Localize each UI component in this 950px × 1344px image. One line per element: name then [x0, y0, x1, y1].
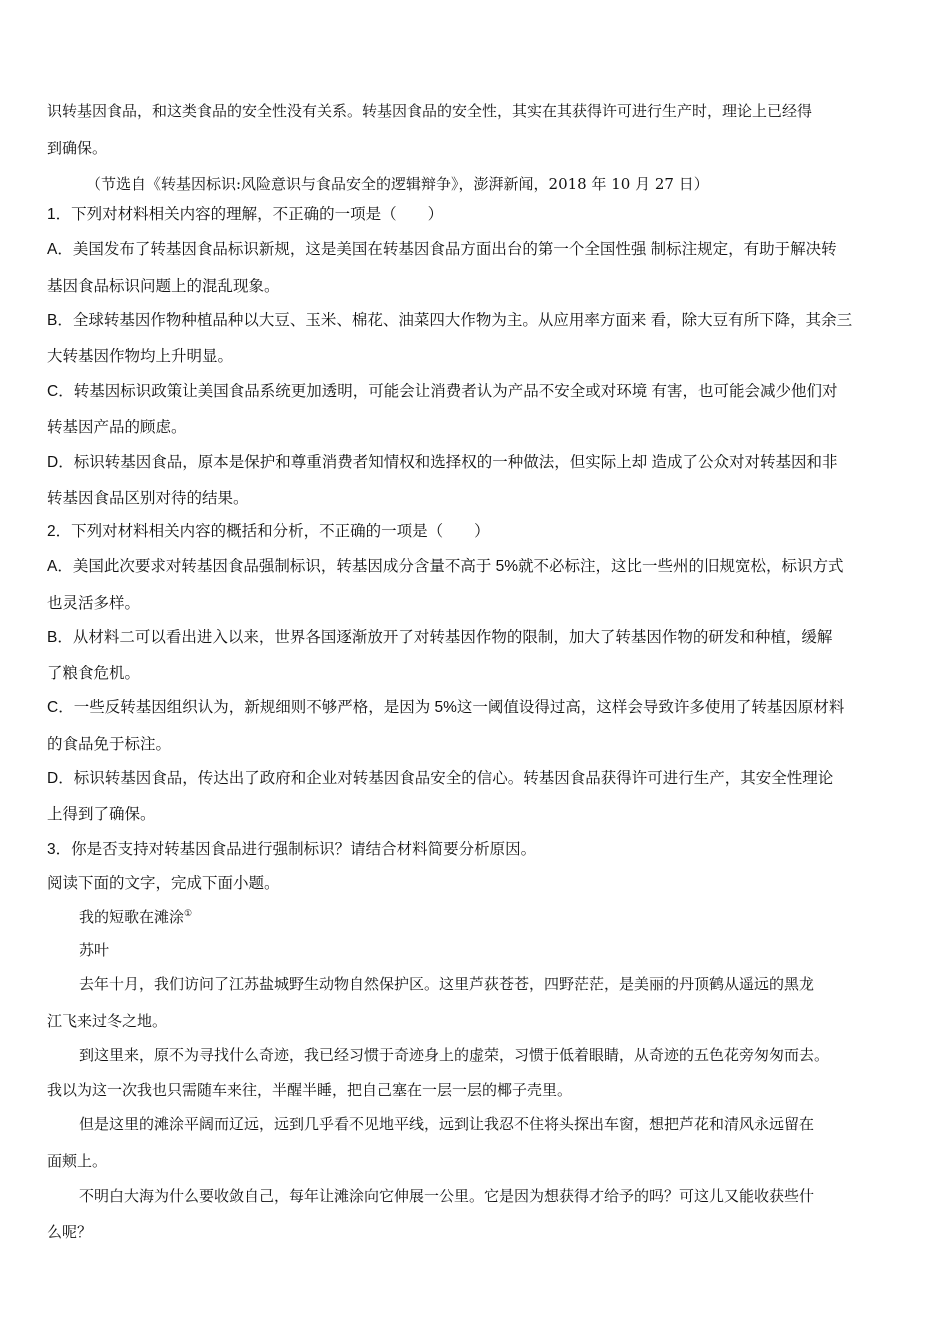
passage-line: 识转基因食品，和这类食品的安全性没有关系。转基因食品的安全性，其实在其获得许可进行生产时，理论上已经得: [47, 102, 813, 120]
question-2-option-a: A．美国此次要求对转基因食品强制标识，转基因成分含量不高于 5%就不必标注，这比一些州的旧规宽松，标识方式: [47, 558, 844, 575]
article-paragraph-cont: 面颊上。: [47, 1152, 108, 1170]
article-paragraph: 不明白大海为什么要收敛自己，每年让滩涂向它伸展一公里。它是因为想获得才给予的吗？可这儿又能收获些什: [79, 1187, 815, 1205]
article-paragraph: 去年十月，我们访问了江苏盐城野生动物自然保护区。这里芦荻苍苍，四野茫茫，是美丽的丹顶鹤从遥远的黑龙: [79, 975, 815, 993]
question-2-option-b: B．从材料二可以看出进入以来，世界各国逐渐放开了对转基因作物的限制，加大了转基因作物的研发和种植，缓解: [47, 629, 833, 646]
question-2-option-b-cont: 了粮食危机。: [47, 665, 141, 682]
question-2-option-d-cont: 上得到了确保。: [47, 806, 156, 823]
question-1-option-a-cont: 基因食品标识问题上的混乱现象。: [47, 278, 280, 295]
article-title-text: 我的短歌在滩涂: [79, 908, 185, 926]
source-citation: （节选自《转基因标识:风险意识与食品安全的逻辑辩争》，澎湃新闻，2018 年 10 月 27 日）: [86, 175, 709, 193]
question-1-option-d-cont: 转基因食品区别对待的结果。: [47, 490, 249, 507]
article-paragraph: 到这里来，原不为寻找什么奇迹，我已经习惯于奇迹身上的虚荣，习惯于低着眼睛，从奇迹的五色花旁匆匆而去。: [79, 1046, 830, 1064]
question-1-option-b: B．全球转基因作物种植品种以大豆、玉米、棉花、油菜四大作物为主。从应用率方面来 看，除大豆有所下降，其余三: [47, 312, 853, 329]
question-2-option-c: C．一些反转基因组织认为，新规细则不够严格，是因为 5%这一阈值设得过高，这样会导致许多使用了转基因原材料: [47, 699, 845, 716]
reading-instruction: 阅读下面的文字，完成下面小题。: [47, 875, 280, 892]
passage-line: 到确保。: [47, 139, 108, 157]
question-1-option-d: D．标识转基因食品，原本是保护和尊重消费者知情权和选择权的一种做法，但实际上却 造成了公众对对转基因和非: [47, 454, 838, 471]
article-paragraph-cont: 江飞来过冬之地。: [47, 1012, 168, 1030]
question-2-option-a-cont: 也灵活多样。: [47, 595, 141, 612]
question-1-stem: 1．下列对材料相关内容的理解，不正确的一项是（ ）: [47, 206, 444, 223]
question-1-option-a: A．美国发布了转基因食品标识新规，这是美国在转基因食品方面出台的第一个全国性强 制标注规定，有助于解决转: [47, 241, 837, 258]
question-1-option-b-cont: 大转基因作物均上升明显。: [47, 348, 234, 365]
question-2-stem: 2．下列对材料相关内容的概括和分析，不正确的一项是（ ）: [47, 523, 490, 540]
article-paragraph-cont: 我以为这一次我也只需随车来往，半醒半睡，把自己塞在一层一层的椰子壳里。: [47, 1081, 573, 1099]
article-author: 苏叶: [79, 941, 110, 959]
title-footnote-mark: ①: [184, 909, 193, 919]
question-2-option-c-cont: 的食品免于标注。: [47, 736, 172, 753]
article-title: [79, 907, 192, 927]
question-3-stem: 3．你是否支持对转基因食品进行强制标识？请结合材料简要分析原因。: [47, 841, 537, 858]
question-1-option-c-cont: 转基因产品的顾虑。: [47, 419, 187, 436]
article-paragraph: 但是这里的滩涂平阔而辽远，远到几乎看不见地平线，远到让我忍不住将头探出车窗，想把芦花和清风永远留在: [79, 1115, 815, 1133]
question-1-option-c: C．转基因标识政策让美国食品系统更加透明，可能会让消费者认为产品不安全或对环境 有害，也可能会减少他们对: [47, 383, 838, 400]
article-paragraph-cont: 么呢？: [47, 1223, 93, 1241]
question-2-option-d: D．标识转基因食品，传达出了政府和企业对转基因食品安全的信心。转基因食品获得许可进行生产，其安全性理论: [47, 770, 834, 787]
